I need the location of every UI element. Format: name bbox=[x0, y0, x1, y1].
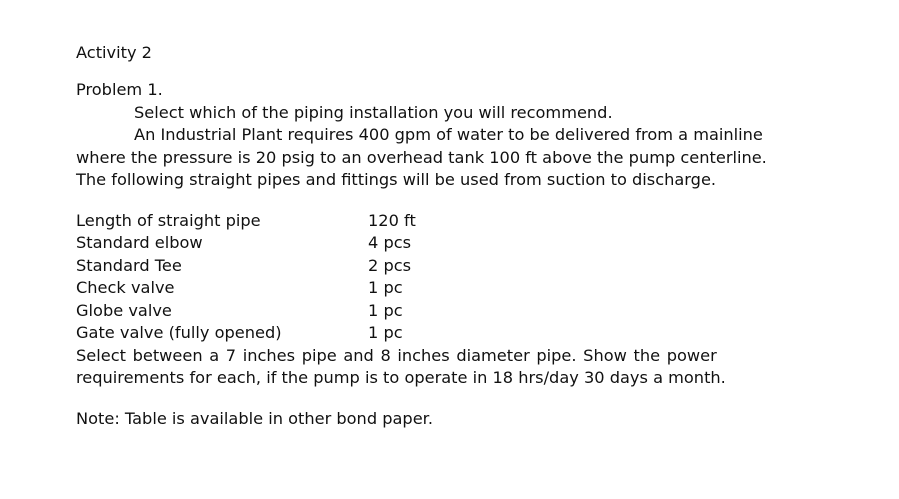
item-quantity: 120 ft bbox=[368, 210, 416, 230]
problem-label: Problem 1. bbox=[76, 80, 163, 99]
item-name: Globe valve bbox=[76, 300, 172, 320]
item-quantity: 1 pc bbox=[368, 278, 403, 297]
item-name: Standard elbow bbox=[76, 233, 203, 252]
problem-description-line-3: The following straight pipes and fittings will be used from suction to discharge. bbox=[76, 170, 717, 189]
document-page bbox=[76, 42, 846, 430]
list-item bbox=[76, 322, 846, 345]
selection-line-2: requirements for each, if the pump is to operate in 18 hrs/day 30 days a month. bbox=[76, 368, 726, 387]
problem-instruction: Select which of the piping installation you will recommend. bbox=[134, 102, 613, 122]
item-name: Standard Tee bbox=[76, 255, 182, 275]
list-item bbox=[76, 277, 846, 300]
selection-paragraph bbox=[76, 345, 846, 390]
list-item bbox=[76, 232, 846, 255]
item-name: Gate valve (fully opened) bbox=[76, 323, 282, 342]
list-item bbox=[76, 210, 846, 233]
item-name: Check valve bbox=[76, 278, 175, 297]
activity-title: Activity 2 bbox=[76, 43, 152, 62]
item-name: Length of straight pipe bbox=[76, 210, 261, 230]
item-quantity: 4 pcs bbox=[368, 233, 412, 252]
item-quantity: 1 pc bbox=[368, 323, 403, 342]
selection-line-1: Select between a 7 inches pipe and 8 inches diameter pipe. Show the power bbox=[76, 345, 717, 365]
item-quantity: 1 pc bbox=[368, 300, 403, 320]
fittings-list bbox=[76, 210, 846, 345]
problem-description-line-1: An Industrial Plant requires 400 gpm of water to be delivered from a mainline bbox=[134, 125, 763, 144]
note-text: Note: Table is available in other bond paper. bbox=[76, 408, 433, 428]
list-item bbox=[76, 300, 846, 323]
list-item bbox=[76, 255, 846, 278]
problem-section bbox=[76, 79, 846, 192]
problem-description-line-2: where the pressure is 20 psig to an overhead tank 100 ft above the pump centerline. bbox=[76, 147, 767, 167]
item-quantity: 2 pcs bbox=[368, 255, 412, 275]
